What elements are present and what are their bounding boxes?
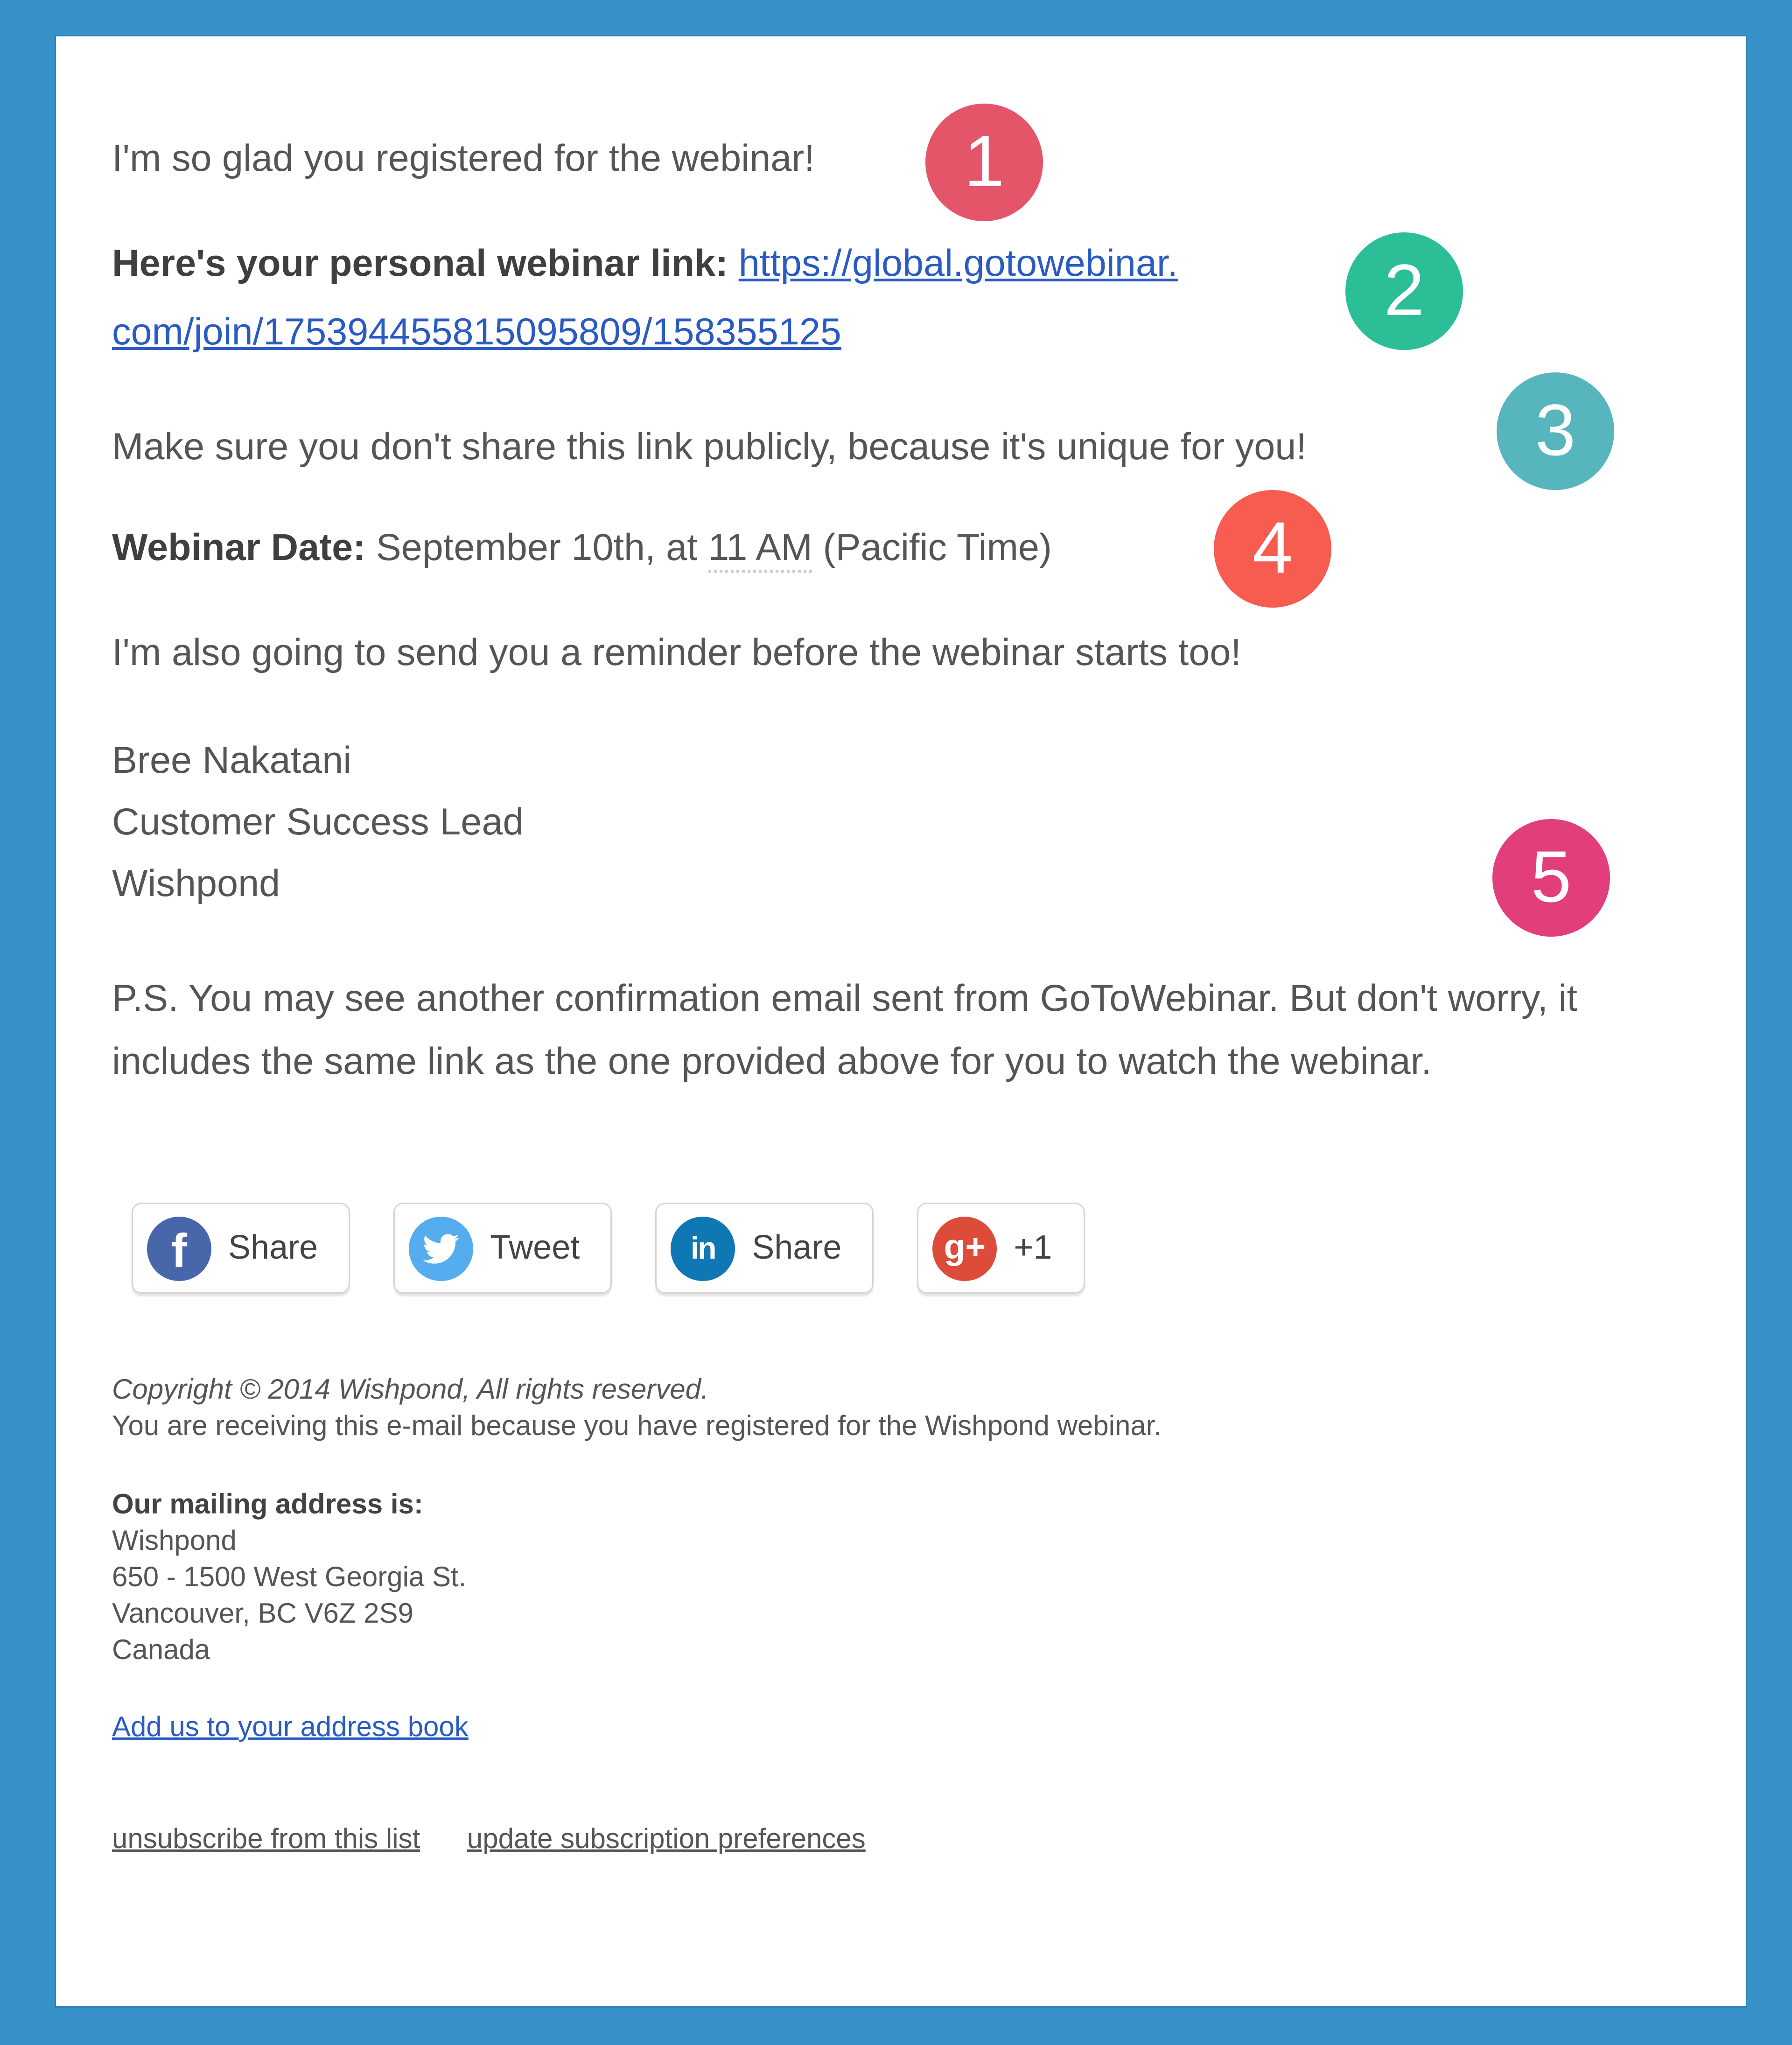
signature-company: Wishpond: [112, 862, 280, 904]
linkedin-in-glyph: in: [690, 1230, 715, 1265]
add-to-address-book-link[interactable]: Add us to your address book: [112, 1712, 469, 1743]
googleplus-plusone-label: +1: [1014, 1228, 1052, 1267]
webinar-link-line2[interactable]: com/join/175394455815095809/158355125: [112, 311, 841, 353]
date-lead-label: Webinar Date:: [112, 526, 366, 568]
reminder-text: I'm also going to send you a reminder before the webinar starts too!: [112, 631, 1241, 673]
address-line-street: 650 - 1500 West Georgia St.: [112, 1562, 467, 1593]
webinar-date-paragraph: [112, 518, 1690, 577]
googleplus-g-glyph: g+: [944, 1228, 986, 1267]
facebook-icon: [147, 1216, 211, 1281]
annotation-badge-5: 5: [1492, 819, 1610, 937]
linkedin-icon: [671, 1216, 735, 1281]
link-lead-label: Here's your personal webinar link:: [112, 242, 728, 284]
annotation-badge-2: 2: [1345, 232, 1463, 350]
mailing-address-label: Our mailing address is:: [112, 1490, 423, 1520]
signature-title: Customer Success Lead: [112, 801, 524, 843]
linkedin-share-button[interactable]: [655, 1203, 874, 1294]
date-text: September 10th, at: [376, 526, 698, 568]
warning-text: Make sure you don't share this link publicly, because it's unique for you!: [112, 426, 1307, 468]
googleplus-plusone-button[interactable]: [917, 1203, 1084, 1294]
webinar-link-line1[interactable]: https://global.gotowebinar.: [738, 242, 1178, 284]
subscription-links-row: [112, 1821, 1690, 1858]
googleplus-icon: [932, 1216, 997, 1281]
timezone-text: (Pacific Time): [823, 526, 1052, 568]
update-preferences-link[interactable]: update subscription preferences: [467, 1824, 866, 1855]
address-line-city: Vancouver, BC V6Z 2S9: [112, 1599, 413, 1630]
address-line-country: Canada: [112, 1635, 210, 1666]
annotation-badge-1: 1: [925, 104, 1043, 221]
signature-name: Bree Nakatani: [112, 739, 352, 781]
time-text: 11 AM: [708, 526, 812, 573]
address-line-company: Wishpond: [112, 1526, 237, 1557]
mailing-address-block: [112, 1487, 1690, 1669]
email-body-panel: [55, 35, 1747, 2008]
facebook-f-glyph: f: [171, 1225, 187, 1278]
greeting-text: I'm so glad you registered for the webinar!: [112, 137, 815, 179]
annotation-badge-4: 4: [1214, 490, 1331, 608]
ps-text: P.S. You may see another confirmation email sent from GoToWebinar. But don't worry, it includes the same link as the one provided above for you to watch the webinar.: [112, 977, 1578, 1082]
twitter-bird-glyph: [423, 1230, 459, 1267]
social-buttons-row: [132, 1203, 1690, 1294]
copyright-text: Copyright © 2014 Wishpond, All rights reserved.: [112, 1375, 709, 1406]
signature-block: [112, 729, 1690, 914]
receiving-reason-text: You are receiving this e-mail because you have registered for the Wishpond webinar.: [112, 1411, 1162, 1442]
facebook-share-button[interactable]: [132, 1203, 350, 1294]
annotation-badge-3: 3: [1497, 372, 1614, 490]
footer-copyright-block: [112, 1372, 1690, 1445]
unsubscribe-link[interactable]: unsubscribe from this list: [112, 1824, 420, 1855]
twitter-tweet-button[interactable]: [393, 1203, 612, 1294]
facebook-share-label: Share: [228, 1228, 318, 1267]
linkedin-share-label: Share: [752, 1228, 842, 1267]
twitter-icon: [409, 1216, 473, 1281]
twitter-tweet-label: Tweet: [490, 1228, 580, 1267]
